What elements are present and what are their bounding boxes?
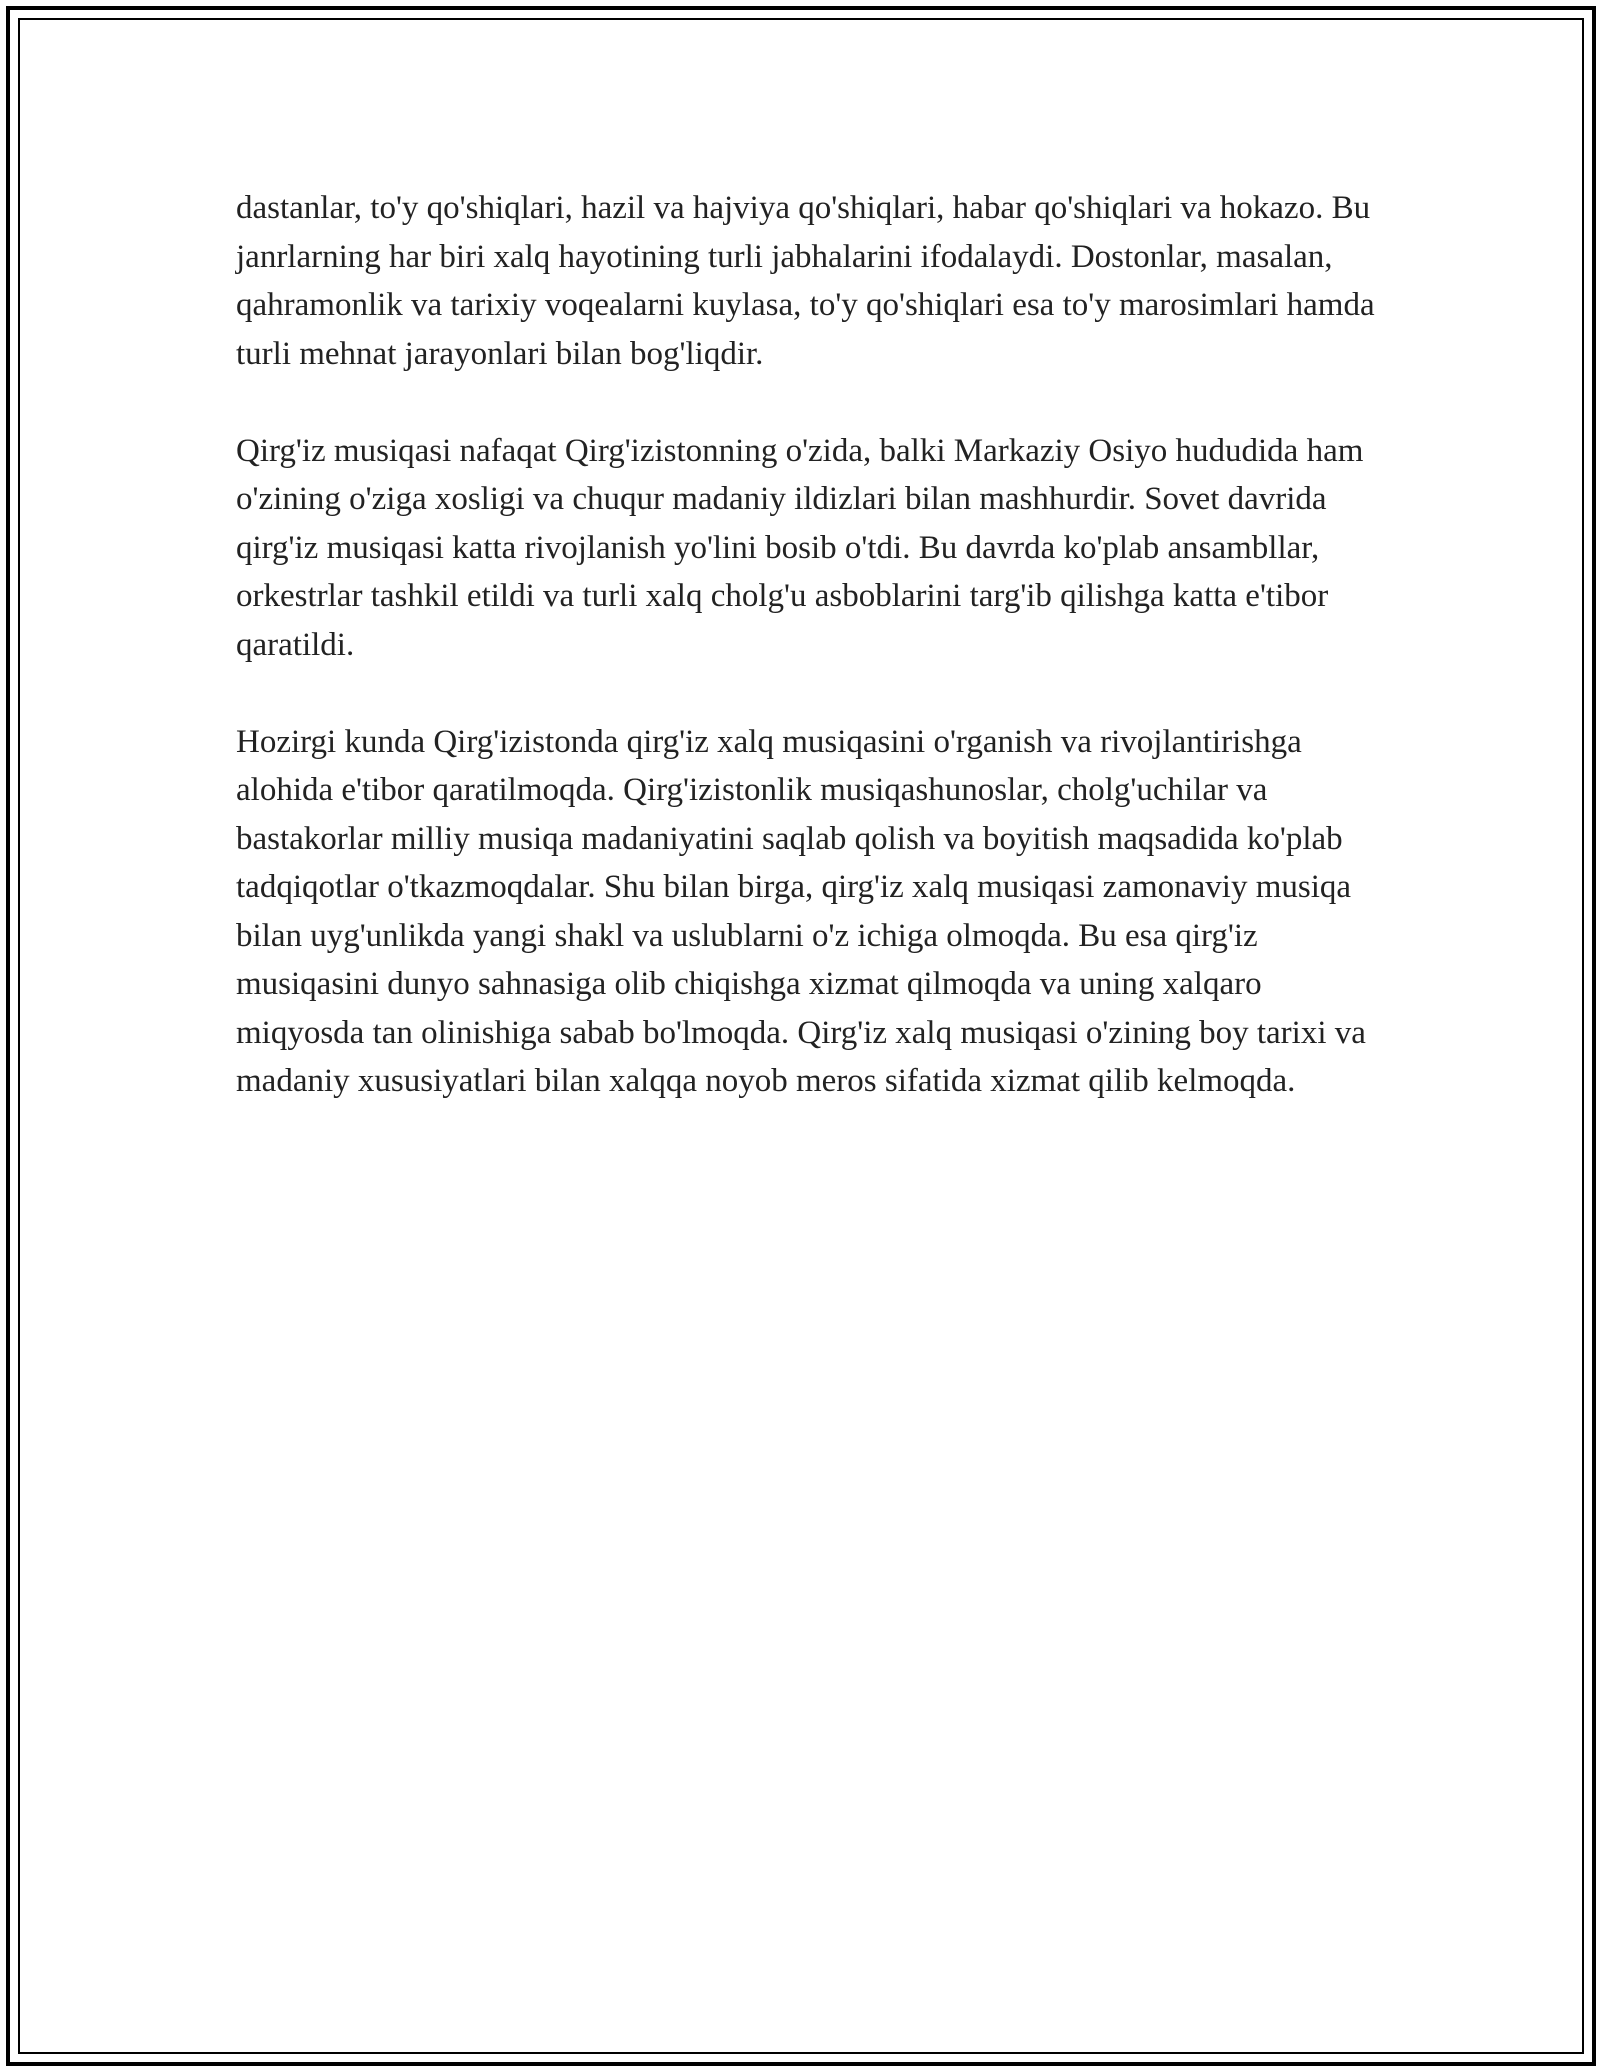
paragraph-soviet-era: Qirg'iz musiqasi nafaqat Qirg'izistonning o'zida, balki Markaziy Osiyo hududida ham o'zining o'ziga xosligi va chuqur madaniy ildizlari bilan mashhurdir. Sovet davrida qirg'iz musiqasi katta rivojlanish yo'lini bosib o'tdi. Bu davrda ko'plab ansambllar, orkestrlar tashkil etildi va turli xalq cholg'u asboblarini targ'ib qilishga katta e'tibor qaratildi.	[236, 432, 1364, 663]
paragraph-modern-day: Hozirgi kunda Qirg'izistonda qirg'iz xalq musiqasini o'rganish va rivojlantirishga alohida e'tibor qaratilmoqda. Qirg'izistonlik musiqashunoslar, cholg'uchilar va bastakorlar milliy musiqa madaniyatini saqlab qolish va boyitish maqsadida ko'plab tadqiqotlar o'tkazmoqdalar. Shu bilan birga, qirg'iz xalq musiqasi zamonaviy musiqa bilan uyg'unlikda yangi shakl va uslublarni o'z ichiga olmoqda. Bu esa qirg'iz musiqasini dunyo sahnasiga olib chiqishga xizmat qilmoqda va uning xalqaro miqyosda tan olinishiga sabab bo'lmoqda. Qirg'iz xalq musiqasi o'zining boy tarixi va madaniy xususiyatlari bilan xalqqa noyob meros sifatida xizmat qilib kelmoqda.	[236, 723, 1366, 1099]
document-body	[236, 184, 1396, 1154]
paragraph-genres: dastanlar, to'y qo'shiqlari, hazil va hajviya qo'shiqlari, habar qo'shiqlari va hokazo. Bu janrlarning har biri xalq hayotining turli jabhalarini ifodalaydi. Dostonlar, masalan, qahramonlik va tarixiy voqealarni kuylasa, to'y qo'shiqlari esa to'y marosimlari hamda turli mehnat jarayonlari bilan bog'liqdir.	[236, 190, 1375, 372]
